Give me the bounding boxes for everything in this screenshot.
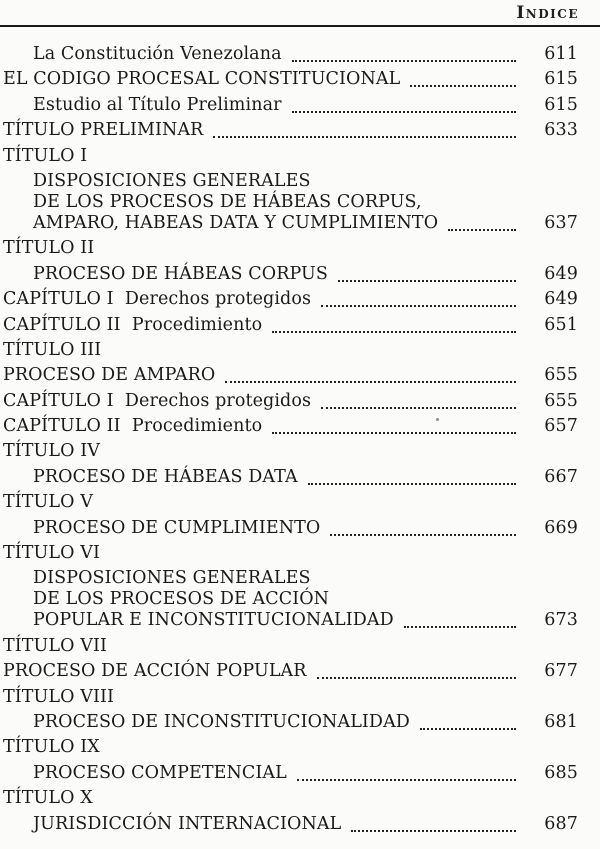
toc-entry bbox=[3, 467, 578, 488]
dotted-leader bbox=[394, 610, 516, 631]
page-number: 611 bbox=[544, 44, 578, 64]
entry-text: DISPOSICIONES GENERALES bbox=[33, 568, 311, 589]
dotted-leader bbox=[262, 416, 516, 437]
dotted-leader bbox=[203, 120, 516, 141]
toc-entry bbox=[3, 518, 578, 539]
toc-entry bbox=[3, 492, 578, 513]
toc-entry bbox=[3, 44, 578, 65]
toc-entry bbox=[3, 737, 578, 758]
toc-entry bbox=[3, 315, 578, 336]
entry-text: CAPÍTULO II Procedimiento bbox=[3, 416, 263, 437]
toc-entry-line bbox=[3, 340, 578, 361]
toc-entry-line bbox=[3, 492, 578, 513]
toc-entry-line bbox=[3, 146, 578, 167]
page-number: 649 bbox=[544, 263, 578, 284]
entry-text: PROCESO DE HÁBEAS CORPUS bbox=[33, 263, 328, 284]
toc-list bbox=[0, 27, 600, 835]
page-number: 615 bbox=[544, 94, 578, 115]
toc-entry-line bbox=[33, 95, 578, 116]
toc-entry bbox=[3, 441, 578, 462]
toc-entry-line bbox=[3, 687, 578, 708]
scan-artifact-dot bbox=[436, 418, 439, 421]
toc-entry-line bbox=[33, 814, 578, 835]
toc-entry bbox=[3, 289, 578, 310]
toc-entry-line bbox=[3, 238, 578, 259]
toc-entry-line bbox=[3, 416, 578, 437]
dotted-leader bbox=[341, 814, 516, 835]
entry-text: POPULAR E INCONSTITUCIONALIDAD bbox=[33, 610, 394, 631]
entry-text: TÍTULO V bbox=[3, 492, 93, 513]
entry-text: AMPARO, HABEAS DATA Y CUMPLIMIENTO bbox=[33, 212, 439, 233]
dotted-leader bbox=[320, 518, 516, 539]
toc-entry-line bbox=[3, 120, 578, 141]
entry-text: PROCESO DE ACCIÓN POPULAR bbox=[3, 661, 307, 682]
toc-entry-line bbox=[33, 518, 578, 539]
entry-text: DE LOS PROCESOS DE ACCIÓN bbox=[33, 589, 330, 610]
entry-text: PROCESO COMPETENCIAL bbox=[33, 762, 287, 783]
entry-text: TÍTULO VIII bbox=[3, 686, 115, 707]
toc-entry bbox=[3, 636, 578, 657]
page-header-title: Indice bbox=[516, 3, 579, 23]
entry-text: TÍTULO VI bbox=[3, 543, 100, 564]
entry-text: La Constitución Venezolana bbox=[33, 44, 282, 64]
dotted-leader bbox=[311, 391, 516, 412]
toc-entry-line bbox=[33, 467, 578, 488]
entry-text: TÍTULO III bbox=[3, 339, 102, 360]
toc-entry-line bbox=[3, 365, 578, 386]
toc-entry-line bbox=[33, 712, 578, 733]
toc-entry bbox=[3, 69, 578, 90]
page-number: 655 bbox=[544, 390, 578, 411]
toc-entry bbox=[3, 687, 578, 708]
toc-entry-line bbox=[33, 589, 578, 610]
page-header bbox=[0, 0, 600, 23]
toc-entry-line bbox=[33, 568, 578, 589]
page-number: 669 bbox=[544, 517, 578, 538]
toc-entry bbox=[3, 264, 578, 285]
entry-text: TÍTULO II bbox=[3, 238, 95, 259]
toc-entry bbox=[3, 788, 578, 809]
toc-entry-line bbox=[3, 391, 578, 412]
toc-entry-line bbox=[3, 69, 578, 90]
page-number: 657 bbox=[544, 416, 578, 437]
page-number: 677 bbox=[544, 661, 578, 682]
page-number: 673 bbox=[544, 610, 578, 631]
dotted-leader bbox=[287, 763, 516, 784]
entry-text: TÍTULO IV bbox=[3, 441, 100, 462]
entry-text: TÍTULO IX bbox=[3, 737, 100, 758]
page-number: 685 bbox=[544, 762, 578, 783]
page-number: 633 bbox=[544, 120, 578, 141]
toc-entry bbox=[3, 238, 578, 259]
page-number: 637 bbox=[544, 212, 578, 233]
toc-entry bbox=[3, 661, 578, 682]
toc-entry-line bbox=[33, 610, 578, 631]
page-number: 667 bbox=[544, 466, 578, 487]
entry-text: CAPÍTULO I Derechos protegidos bbox=[3, 390, 312, 411]
toc-entry-line bbox=[3, 543, 578, 564]
entry-text: DE LOS PROCESOS DE HÁBEAS CORPUS, bbox=[33, 191, 422, 212]
toc-entry-line bbox=[3, 737, 578, 758]
entry-text: PROCESO DE AMPARO bbox=[3, 365, 216, 386]
toc-entry-line bbox=[33, 264, 578, 285]
entry-text: TÍTULO PRELIMINAR bbox=[3, 120, 204, 141]
entry-text: Estudio al Título Preliminar bbox=[33, 94, 282, 115]
toc-entry-line bbox=[3, 788, 578, 809]
toc-entry-line bbox=[33, 192, 578, 213]
dotted-leader bbox=[262, 315, 516, 336]
toc-entry bbox=[3, 763, 578, 784]
toc-entry bbox=[3, 568, 578, 631]
page-number: 651 bbox=[544, 314, 578, 335]
toc-entry-line bbox=[3, 636, 578, 657]
entry-text: CAPÍTULO II Procedimiento bbox=[3, 314, 263, 335]
toc-entry bbox=[3, 120, 578, 141]
page-number: 649 bbox=[544, 289, 578, 310]
entry-text: TÍTULO VII bbox=[3, 635, 108, 656]
toc-entry-line bbox=[3, 315, 578, 336]
dotted-leader bbox=[311, 289, 516, 310]
toc-entry bbox=[3, 95, 578, 116]
dotted-leader bbox=[298, 467, 516, 488]
toc-entry bbox=[3, 814, 578, 835]
entry-text: TÍTULO X bbox=[3, 788, 93, 809]
toc-entry-line bbox=[33, 171, 578, 192]
dotted-leader bbox=[282, 44, 516, 65]
dotted-leader bbox=[328, 264, 516, 285]
entry-text: PROCESO DE CUMPLIMIENTO bbox=[33, 517, 321, 538]
toc-entry bbox=[3, 340, 578, 361]
toc-entry-line bbox=[3, 441, 578, 462]
toc-entry bbox=[3, 391, 578, 412]
dotted-leader bbox=[282, 95, 516, 116]
page-number: 681 bbox=[544, 711, 578, 732]
page-number: 655 bbox=[544, 365, 578, 386]
toc-entry bbox=[3, 365, 578, 386]
toc-entry bbox=[3, 146, 578, 167]
toc-entry-line bbox=[33, 44, 578, 65]
toc-entry bbox=[3, 712, 578, 733]
toc-entry-line bbox=[33, 213, 578, 234]
toc-entry-line bbox=[3, 289, 578, 310]
entry-text: CAPÍTULO I Derechos protegidos bbox=[3, 289, 312, 310]
dotted-leader bbox=[307, 661, 516, 682]
page-number: 615 bbox=[544, 69, 578, 90]
toc-entry-line bbox=[3, 661, 578, 682]
page-number: 687 bbox=[544, 813, 578, 834]
dotted-leader bbox=[400, 69, 516, 90]
toc-entry bbox=[3, 416, 578, 437]
entry-text: JURISDICCIÓN INTERNACIONAL bbox=[33, 813, 342, 834]
dotted-leader bbox=[215, 365, 516, 386]
entry-text: TÍTULO I bbox=[3, 145, 88, 166]
dotted-leader bbox=[438, 213, 516, 234]
toc-entry bbox=[3, 543, 578, 564]
entry-text: PROCESO DE HÁBEAS DATA bbox=[33, 466, 298, 487]
dotted-leader bbox=[410, 712, 516, 733]
entry-text: PROCESO DE INCONSTITUCIONALIDAD bbox=[33, 711, 410, 732]
entry-text: DISPOSICIONES GENERALES bbox=[33, 170, 311, 191]
toc-entry-line bbox=[33, 763, 578, 784]
toc-entry bbox=[3, 171, 578, 234]
entry-text: EL CODIGO PROCESAL CONSTITUCIONAL bbox=[3, 69, 401, 90]
